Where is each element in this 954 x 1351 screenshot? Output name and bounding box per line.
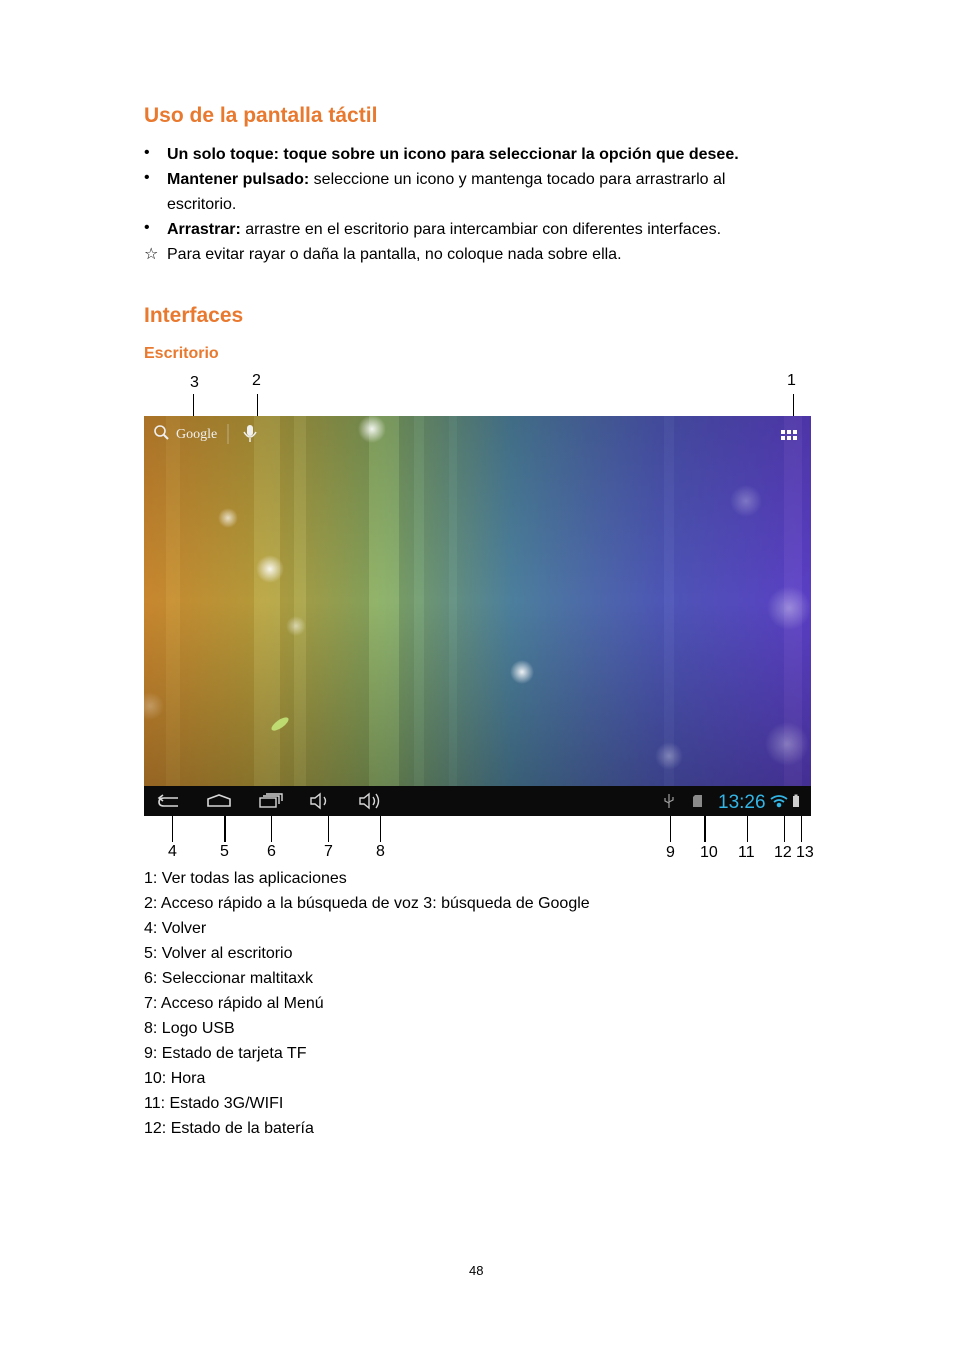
clock-time: 13:26 <box>718 792 766 813</box>
bullet-single-tap <box>167 142 807 167</box>
bullet-bold: Un solo toque: toque sobre un icono para seleccionar la opción que desee. <box>167 146 739 163</box>
bullet-rest: arrastre en el escritorio para intercambiar con diferentes interfaces. <box>240 221 722 238</box>
callout-7: 7 <box>324 843 333 860</box>
battery-icon <box>793 795 799 808</box>
callout-4: 4 <box>168 843 177 860</box>
note-text: Para evitar rayar o daña la pantalla, no coloque nada sobre ella. <box>167 246 622 263</box>
back-icon[interactable] <box>159 795 178 806</box>
legend-item: 8: Logo USB <box>144 1020 235 1037</box>
callout-2: 2 <box>252 372 261 389</box>
callout-line <box>193 394 194 416</box>
callout-3: 3 <box>190 374 199 391</box>
page-number: 48 <box>469 1263 484 1278</box>
bullet-rest: seleccione un icono y mantenga tocado para arrastrarlo al <box>309 171 726 188</box>
callout-1: 1 <box>787 372 796 389</box>
callout-line <box>224 816 226 842</box>
legend-item: 11: Estado 3G/WIFI <box>144 1095 284 1112</box>
callout-line <box>670 816 671 842</box>
system-navigation-bar <box>144 786 811 816</box>
callout-12: 12 <box>774 844 792 861</box>
callout-6: 6 <box>267 843 276 860</box>
legend-item: 2: Acceso rápido a la búsqueda de voz 3: búsqueda de Google <box>144 895 590 912</box>
legend-item: 12: Estado de la batería <box>144 1120 314 1137</box>
callout-line <box>172 816 173 842</box>
callout-5: 5 <box>220 843 229 860</box>
recent-apps-icon[interactable] <box>260 794 282 807</box>
bullet-rest-2: escritorio. <box>167 196 237 213</box>
callout-8: 8 <box>376 843 385 860</box>
legend-item: 9: Estado de tarjeta TF <box>144 1045 307 1062</box>
legend-item: 7: Acceso rápido al Menú <box>144 995 324 1012</box>
callout-10: 10 <box>700 844 718 861</box>
usb-icon <box>665 794 673 808</box>
section-title-touch: Uso de la pantalla táctil <box>144 104 378 127</box>
callout-line <box>704 816 706 842</box>
callout-line <box>801 816 802 842</box>
bullet-bold: Arrastrar: <box>167 221 241 238</box>
subtitle-desktop: Escritorio <box>144 345 219 362</box>
note-star-icon: ☆ <box>144 246 159 263</box>
callout-line <box>380 816 381 842</box>
sd-card-icon <box>693 795 702 807</box>
bullet-dot: • <box>144 144 150 161</box>
home-icon[interactable] <box>208 795 230 806</box>
callout-line <box>271 816 272 842</box>
callout-13: 13 <box>796 844 814 861</box>
legend-item: 5: Volver al escritorio <box>144 945 293 962</box>
volume-up-icon[interactable] <box>360 794 379 808</box>
wifi-icon <box>771 796 787 806</box>
bullet-bold: Mantener pulsado: <box>167 171 310 188</box>
callout-line <box>747 816 748 842</box>
legend-item: 6: Seleccionar maltitaxk <box>144 970 313 987</box>
bullet-dot: • <box>144 169 150 186</box>
section-title-interfaces: Interfaces <box>144 304 244 327</box>
callout-11: 11 <box>738 844 755 861</box>
google-search-label[interactable]: Google <box>176 427 218 442</box>
legend-item: 10: Hora <box>144 1070 206 1087</box>
callout-line <box>784 816 785 842</box>
legend-item: 4: Volver <box>144 920 207 937</box>
legend-item: 1: Ver todas las aplicaciones <box>144 870 347 887</box>
callout-line <box>257 394 258 416</box>
volume-down-icon[interactable] <box>311 794 326 808</box>
wallpaper-image <box>144 416 811 786</box>
callout-line <box>793 394 794 416</box>
callout-line <box>328 816 329 842</box>
callout-9: 9 <box>666 844 675 861</box>
bullet-long-press <box>167 167 807 217</box>
bullet-drag <box>167 217 807 242</box>
tablet-desktop-screenshot <box>144 416 811 816</box>
bullet-dot: • <box>144 219 150 236</box>
